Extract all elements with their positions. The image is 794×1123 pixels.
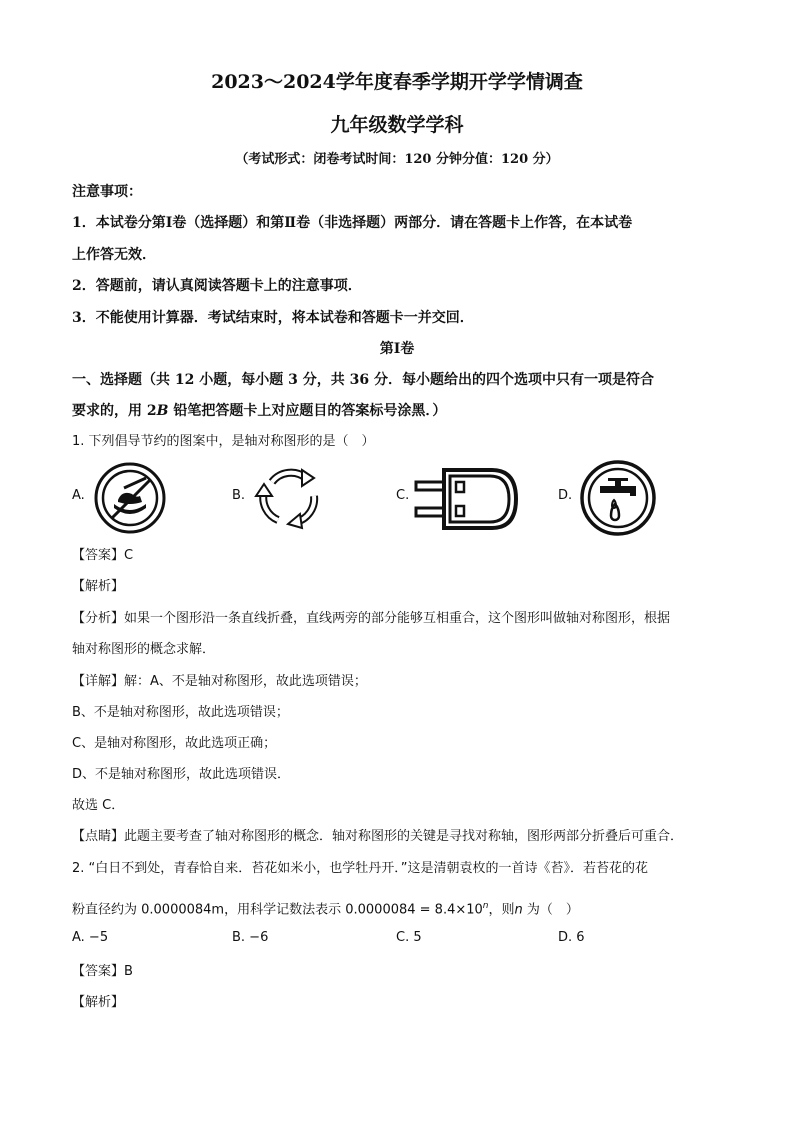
q1-fenxi-line2: 轴对称图形的概念求解． bbox=[72, 642, 216, 657]
exam-info: （考试形式：闭卷考试时间：120 分钟分值：120 分） bbox=[235, 152, 559, 167]
q2-option-a: A. −5 bbox=[72, 930, 109, 945]
q1-option-b-label: B. bbox=[232, 488, 246, 503]
save-food-icon bbox=[92, 460, 168, 536]
q2-exponent: n bbox=[482, 901, 489, 911]
exam-subtitle: 九年级数学学科 bbox=[330, 114, 464, 136]
q1-option-c-label: C. bbox=[396, 488, 410, 503]
section1-line2 bbox=[72, 401, 446, 421]
q1-answer: 【答案】C bbox=[72, 548, 134, 563]
water-tap-icon bbox=[578, 458, 658, 538]
recycle-arrows-icon bbox=[252, 462, 326, 532]
q2-option-b: B. −6 bbox=[232, 930, 269, 945]
q2-answer: 【答案】B bbox=[72, 964, 133, 979]
q1-detail-2: B、不是轴对称图形，故此选项错误； bbox=[72, 705, 289, 720]
notice-item-2: 2．答题前，请认真阅读答题卡上的注意事项． bbox=[72, 278, 362, 294]
section1-line2-a: 要求的，用 2 bbox=[72, 403, 157, 419]
section1-line2-b: B bbox=[156, 403, 169, 419]
q2-variable-n: n bbox=[514, 902, 523, 918]
q1-stem: 1. 下列倡导节约的图案中，是轴对称图形的是（ ） bbox=[72, 434, 375, 449]
q2-option-c: C. 5 bbox=[396, 930, 422, 945]
q1-detail-4: D、不是轴对称图形，故此选项错误． bbox=[72, 767, 291, 782]
notice-heading: 注意事项： bbox=[72, 184, 142, 200]
notice-item-1b: 上作答无效． bbox=[72, 247, 156, 263]
q2-stem-end: 为（ ） bbox=[522, 902, 579, 918]
exam-title: 2023～2024学年度春季学期开学学情调查 bbox=[211, 71, 583, 93]
q2-option-d: D. 6 bbox=[558, 930, 585, 945]
q1-fenxi-line1: 【分析】如果一个图形沿一条直线折叠，直线两旁的部分能够互相重合，这个图形叫做轴对称图形，根据 bbox=[72, 611, 671, 626]
q2-stem-line1: 2. “白日不到处，青春恰自来．苔花如米小，也学牡丹开．”这是清朝袁枚的一首诗《苔》．若苔花的花 bbox=[72, 861, 649, 876]
q1-detail-3: C、是轴对称图形，故此选项正确； bbox=[72, 736, 277, 751]
q1-conclusion: 故选 C． bbox=[72, 798, 125, 813]
notice-item-3: 3．不能使用计算器．考试结束时，将本试卷和答题卡一并交回． bbox=[72, 310, 474, 326]
q1-option-d-label: D. bbox=[558, 488, 573, 503]
q2-analysis-label: 【解析】 bbox=[72, 995, 125, 1010]
q1-detail-1: 【详解】解：A、不是轴对称图形，故此选项错误； bbox=[72, 674, 367, 689]
q2-stem-then: ，则 bbox=[488, 902, 515, 918]
q1-analysis-label: 【解析】 bbox=[72, 579, 125, 594]
q2-stem-line2 bbox=[72, 896, 579, 920]
q1-comment: 【点睛】此题主要考查了轴对称图形的概念．轴对称图形的关键是寻找对称轴，图形两部分折叠后可重合． bbox=[72, 829, 684, 844]
q1-option-a-label: A. bbox=[72, 488, 85, 503]
notice-item-1a: 1．本试卷分第Ⅰ卷（选择题）和第Ⅱ卷（非选择题）两部分．请在答题卡上作答，在本试卷 bbox=[72, 215, 633, 231]
section1-line2-c: 铅笔把答题卡上对应题目的答案标号涂黑．） bbox=[168, 403, 447, 419]
q2-stem-text: 粉直径约为 0.0000084m，用科学记数法表示 0.0000084 = 8.4×10 bbox=[72, 902, 483, 918]
volume-heading: 第Ⅰ卷 bbox=[379, 341, 415, 357]
section1-line1: 一、选择题（共 12 小题，每小题 3 分，共 36 分．每小题给出的四个选项中只有一项是符合 bbox=[72, 372, 654, 388]
power-plug-icon bbox=[414, 466, 520, 532]
